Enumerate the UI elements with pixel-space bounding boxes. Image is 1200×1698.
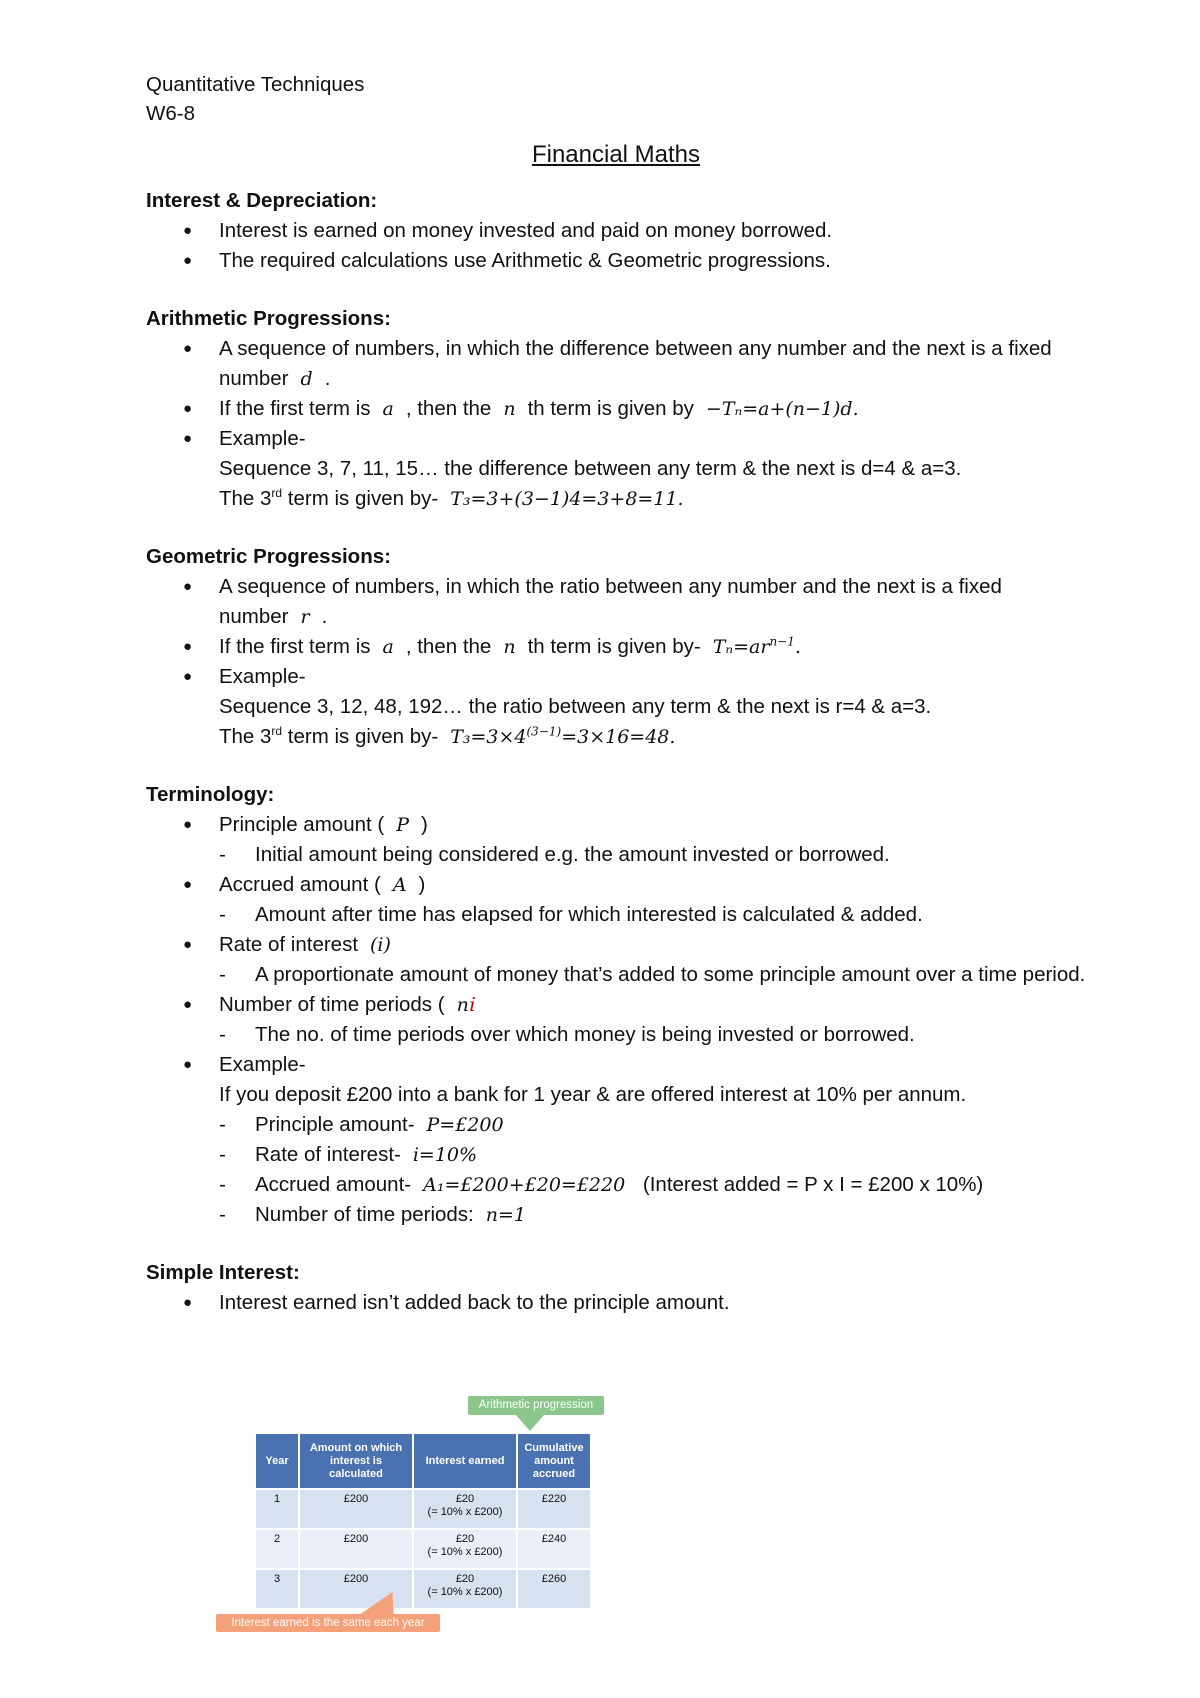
gp-formula: $T_n=ar^{n-1}$. [712,634,801,658]
term-ex-principal-formula: P=£200 [426,1114,504,1136]
list-item [146,810,1086,870]
term-accrued-var: A [392,874,407,896]
term-ex-principal [219,1110,1086,1140]
gp-variable-r: r [300,606,310,628]
ap-ex-text: The 3 [219,487,272,510]
cell-interest-value: £20 [455,1573,475,1585]
terminology-list [146,810,1086,1230]
list-item: ● A sequence of numbers, in which the ratio between any number and the next is a fixed number r . [146,572,1086,632]
section-heading-terminology: Terminology: [146,783,275,806]
term-ex-rate-formula: i=10% [412,1144,478,1166]
col-year: Year [255,1433,299,1489]
cell-cumulative: £220 [517,1489,591,1529]
list-item [146,662,1086,752]
ap-nth-text: If the first term is [219,397,371,420]
term-periods-label: Number of time periods ( [219,993,445,1016]
cell-interest-value: £20 [455,1533,475,1545]
term-principal-desc: - Initial amount being considered e.g. the amount invested or borrowed. [219,840,1086,870]
ap-variable-n: n [503,398,516,420]
gp-nth-text-post: th term is given by- [527,635,701,658]
section-heading-geometric: Geometric Progressions: [146,545,391,568]
table-row [255,1489,591,1529]
term-rate-desc: - A proportionate amount of money that’s added to some principle amount over a time period. [219,960,1086,990]
cell-amount: £200 [299,1529,413,1569]
term-accrued-label: Accrued amount ( [219,873,381,896]
table-row [255,1569,591,1609]
page-title: Financial Maths [531,141,701,168]
list-item [146,930,1086,990]
term-ex-periods [219,1200,1086,1230]
cell-interest [413,1489,517,1529]
cell-interest-note: (= 10% x £200) [427,1586,503,1598]
list-item [146,394,1086,424]
list-item [146,1050,1086,1230]
document-page [146,70,1086,1318]
term-ex-accrued-label: Accrued amount- [255,1173,412,1196]
ap-nth-text-post: th term is given by [527,397,694,420]
term-periods-desc: - The no. of time periods over which money is being invested or borrowed. [219,1020,1086,1050]
term-principal: ● Principle amount ( P ) [219,813,428,836]
gp-example-sequence: Sequence 3, 12, 48, 192… the ratio between any term & the next is r=4 & a=3. [219,695,932,718]
ap-ex-formula: T₃=3+(3−1)4=3+8=11. [450,488,684,510]
ap-definition: A sequence of numbers, in which the difference between any number and the next is a fixed number [219,337,1052,390]
gp-ex-text: The 3 [219,725,272,748]
term-periods-n: n [456,994,469,1016]
col-cumulative: Cumulative amount accrued [517,1433,591,1489]
geometric-list [146,572,1086,752]
term-ex-rate-label: Rate of interest- [255,1143,401,1166]
gp-formula-exp: n−1 [769,634,795,649]
list-item: ● The required calculations use Arithmetic & Geometric progressions. [146,246,1086,276]
cell-year: 1 [255,1489,299,1529]
gp-definition: A sequence of numbers, in which the ratio between any number and the next is a fixed number [219,575,1002,628]
cell-interest [413,1569,517,1609]
gp-ex-formula-base: T₃=3×4 [450,726,527,748]
cell-interest-value: £20 [455,1493,475,1505]
list-item: ● Interest is earned on money invested and paid on money borrowed. [146,216,1086,246]
simple-interest-list [146,1288,1086,1318]
term-ex-periods-label: Number of time periods: [255,1203,474,1226]
term-rate-var: (i) [370,934,391,956]
term-periods-var [445,994,487,1016]
term-example-label: ● Example- [219,1053,306,1076]
gp-ex-formula-exp: (3−1) [526,724,562,739]
section-heading-simple-interest: Simple Interest: [146,1261,300,1284]
gp-ex-text-post: term is given by- [287,725,439,748]
col-interest: Interest earned [413,1433,517,1489]
ap-example-label: ● Example- [219,427,306,450]
course-name: Quantitative Techniques [146,73,365,96]
cell-year: 3 [255,1569,299,1609]
cell-interest-note: (= 10% x £200) [427,1506,503,1518]
gp-nth-text: If the first term is [219,635,371,658]
interest-list [146,216,1086,276]
simple-interest-figure [216,1396,608,1634]
week-label: W6-8 [146,102,195,125]
term-ex-accrued [219,1170,1086,1200]
section-heading-arithmetic: Arithmetic Progressions: [146,307,391,330]
cell-interest [413,1529,517,1569]
gp-ex-formula [438,726,687,748]
term-periods-i: ı̇ [468,994,475,1016]
col-amount: Amount on which interest is calculated [299,1433,413,1489]
term-accrued-desc: - Amount after time has elapsed for which interested is calculated & added. [219,900,1086,930]
gp-nth-text-mid: , then the [405,635,492,658]
ap-variable-d: d [300,368,313,390]
gp-ex-formula-rest: =3×16=48. [561,726,676,748]
ap-nth-text-mid: , then the [405,397,492,420]
term-principal-label: Principle amount ( [219,813,385,836]
ap-ex-text-post: term is given by- [287,487,439,510]
ap-formula: −Tₙ=a+(n−1)d. [705,398,859,420]
list-item: ● A sequence of numbers, in which the difference between any number and the next is a fixed number d . [146,334,1086,394]
cell-interest-note: (= 10% x £200) [427,1546,503,1558]
gp-formula-base: Tₙ=ar [712,636,770,658]
term-rate [219,930,1086,960]
list-item [146,870,1086,930]
section-heading-interest: Interest & Depreciation: [146,189,378,212]
list-item [146,990,1086,1050]
gp-example-label: ● Example- [219,665,306,688]
ap-example-third-term [219,484,1086,514]
cell-amount: £200 [299,1569,413,1609]
gp-variable-n: n [503,636,516,658]
term-ex-principal-label: Principle amount- [255,1113,415,1136]
term-accrued: ● Accrued amount ( A ) [219,873,426,896]
list-item: ● Interest earned isn’t added back to the principle amount. [146,1288,1086,1318]
gp-example-third-term [219,722,1086,752]
cell-year: 2 [255,1529,299,1569]
arithmetic-list [146,334,1086,514]
gp-variable-a: a [382,636,394,658]
cell-amount: £200 [299,1489,413,1529]
list-item [146,632,1086,662]
callout-arithmetic-progression: Arithmetic progression [468,1396,604,1415]
term-ex-accrued-note: (Interest added = P x I = £200 x 10%) [642,1173,984,1196]
table-header-row [255,1433,591,1489]
callout-interest-same: Interest earned is the same each year [216,1614,440,1632]
gp-ex-sup: rd [271,724,283,739]
term-ex-rate [219,1140,1086,1170]
term-ex-periods-formula: n=1 [485,1204,527,1226]
table-row [255,1529,591,1569]
term-principal-var: P [396,814,410,836]
ap-variable-a: a [382,398,394,420]
ap-ex-sup: rd [271,486,283,501]
list-item [146,424,1086,514]
callout-arrow [516,1415,544,1431]
simple-interest-table [254,1432,592,1610]
term-example-line: If you deposit £200 into a bank for 1 year & are offered interest at 10% per annum. [219,1083,967,1106]
cell-cumulative: £240 [517,1529,591,1569]
cell-cumulative: £260 [517,1569,591,1609]
term-rate-label: Rate of interest [219,933,359,956]
term-periods [219,990,1086,1020]
ap-example-sequence: Sequence 3, 7, 11, 15… the difference between any term & the next is d=4 & a=3. [219,457,962,480]
term-ex-accrued-formula: A₁=£200+£20=£220 [423,1174,626,1196]
